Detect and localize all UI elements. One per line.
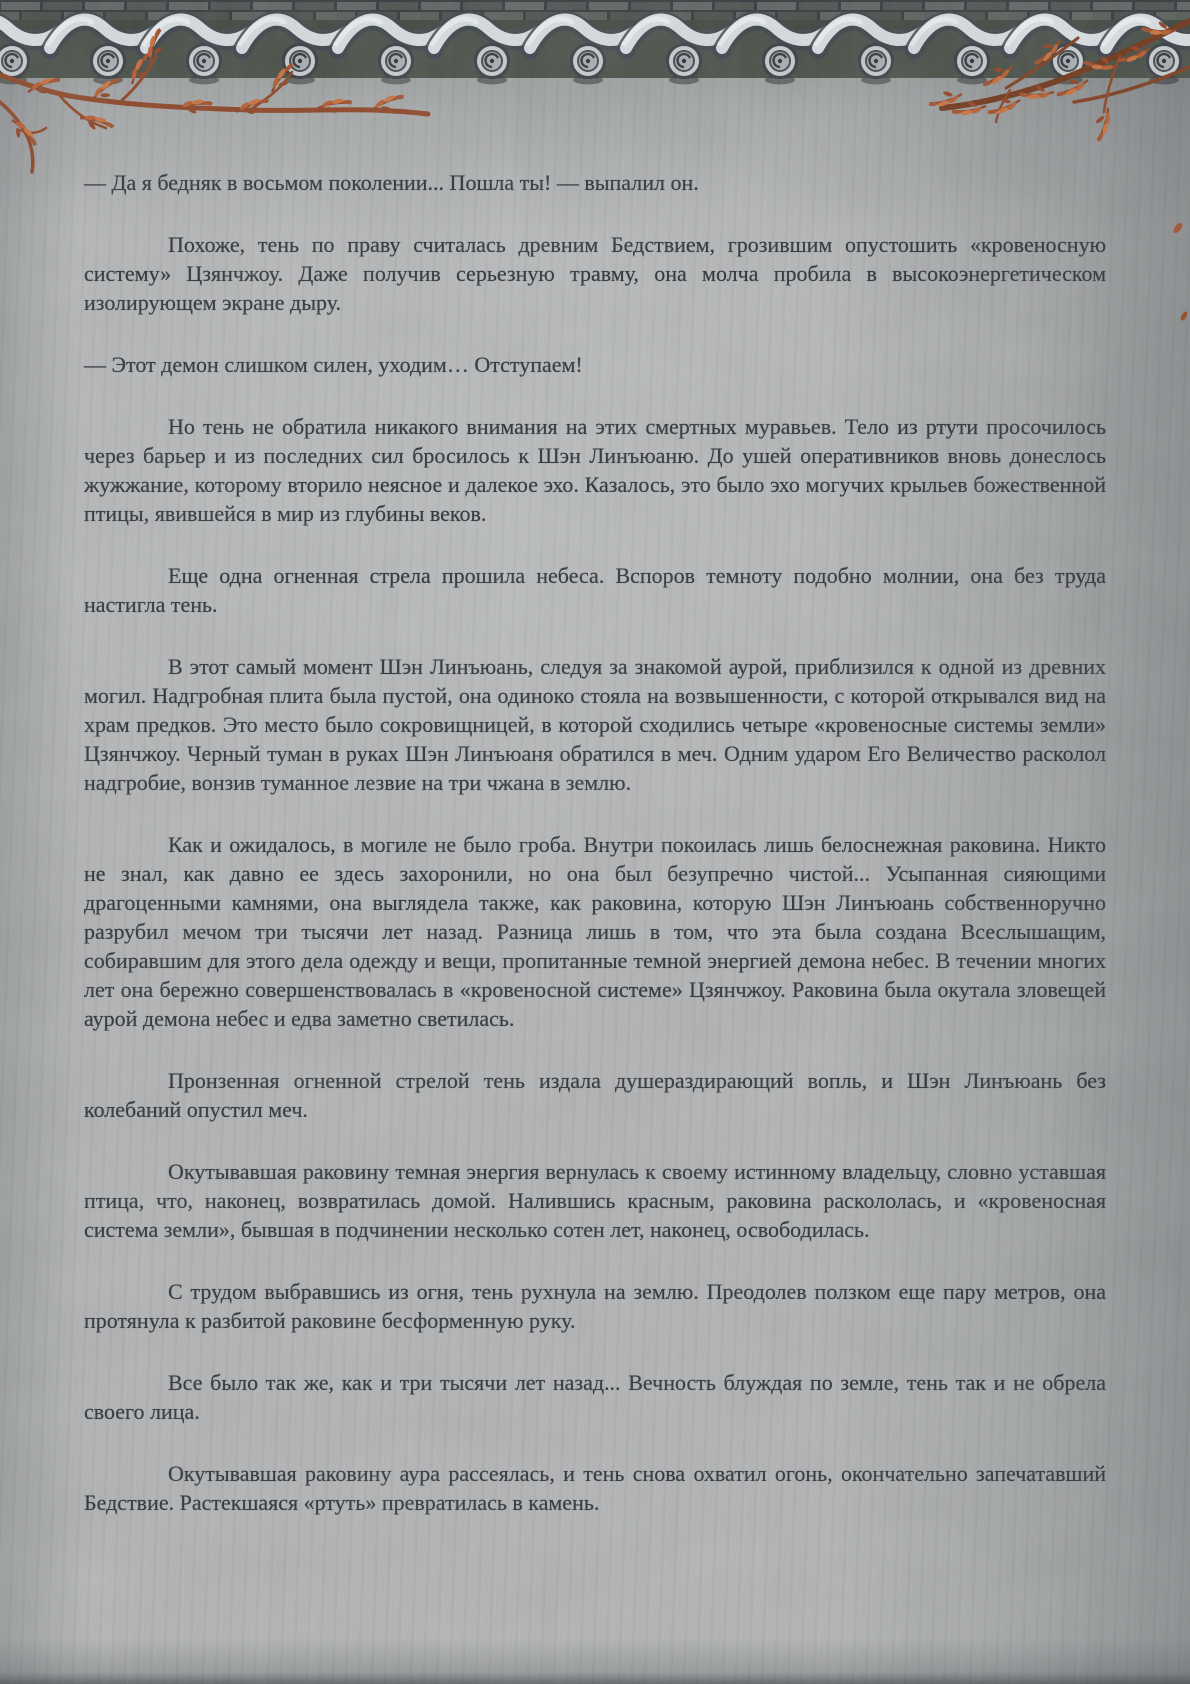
- paragraph: — Да я бедняк в восьмом поколении... Пошла ты! — выпалил он.: [84, 170, 699, 195]
- paragraph: Еще одна огненная стрела прошила небеса. Вспоров темноту подобно молнии, она без труда настигла тень.: [84, 563, 1106, 617]
- paragraph: Окутывавшая раковину темная энергия вернулась к своему истинному владельцу, словно уставшая птица, что, наконец, возвратилась домой. Налившись красным, раковина раскололась, и «кровеносная система земли», бывшая в подчинении несколько сотен лет, наконец, освободилась.: [84, 1159, 1106, 1242]
- paragraph: В этот самый момент Шэн Линъюань, следуя за знакомой аурой, приблизился к одной из древних могил. Надгробная плита была пустой, она одиноко стояла на возвышенности, с которой открывался вид на храм предков. Это место было сокровищницей, в которой сходились четыре «кровеносные системы земли» Цзянчжоу. Черный туман в руках Шэн Линъюаня обратился в меч. Одним ударом Его Величество расколол надгробие, вонзив туманное лезвие на три чжана в землю.: [84, 654, 1106, 795]
- paragraph: С трудом выбравшись из огня, тень рухнула на землю. Преодолев ползком еще пару метров, она протянула к разбитой раковине бесформенную руку.: [84, 1279, 1106, 1333]
- paragraph: Пронзенная огненной стрелой тень издала душераздирающий вопль, и Шэн Линъюань без колебаний опустил меч.: [84, 1068, 1106, 1122]
- paragraph: Как и ожидалось, в могиле не было гроба. Внутри покоилась лишь белоснежная раковина. Никто не знал, как давно ее здесь захоронили, но она был безупречно чистой... Усыпанная сияющими драгоценными камнями, она выглядела также, как раковина, которую Шэн Линъюань собственноручно разрубил мечом три тысячи лет назад. Разница лишь в том, что эта была создана Всеслышащим, собиравшим для этого дела одежду и вещи, пропитанные темной энергией демона небес. В течении многих лет она бережно совершенствовалась в «кровеносной системе» Цзянчжоу. Раковина была окутала зловещей аурой демона небес и едва заметно светилась.: [84, 832, 1106, 1031]
- paragraph: Окутывавшая раковину аура рассеялась, и тень снова охватил огонь, окончательно запечатавший Бедствие. Растекшаяся «ртуть» превратилась в камень.: [84, 1461, 1106, 1515]
- paragraph: Все было так же, как и три тысячи лет назад... Вечность блуждая по земле, тень так и не обрела своего лица.: [84, 1370, 1106, 1424]
- paragraph: Но тень не обратила никакого внимания на этих смертных муравьев. Тело из ртути просочилось через барьер и из последних сил бросилось к Шэн Линъюаню. До ушей оперативников вновь донеслось жужжание, которому вторило неясное и далекое эхо. Казалось, это было эхо могучих крыльев божественной птицы, явившейся в мир из глубины веков.: [84, 414, 1106, 526]
- paragraph: Похоже, тень по праву считалась древним Бедствием, грозившим опустошить «кровеносную систему» Цзянчжоу. Даже получив серьезную травму, она молча пробила в высокоэнергетическом изолирующем экране дыру.: [84, 232, 1106, 315]
- paragraph: — Этот демон слишком силен, уходим… Отступаем!: [84, 352, 583, 377]
